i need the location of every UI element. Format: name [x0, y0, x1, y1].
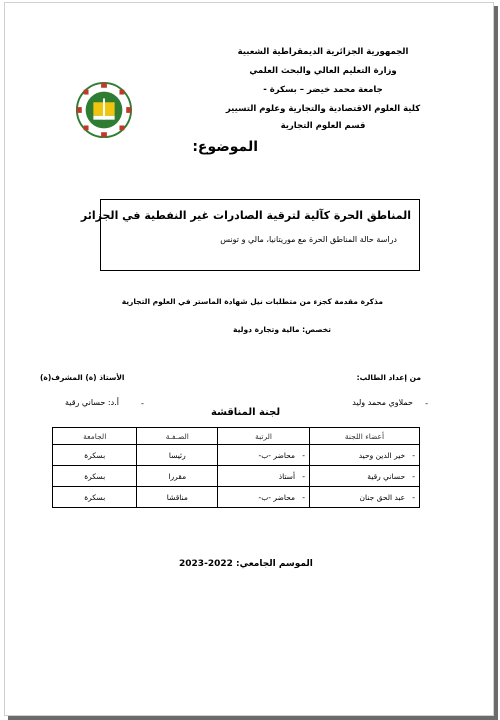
student-name: حملاوي محمد وليد — [352, 398, 413, 407]
row-dash: - — [412, 450, 415, 460]
supervisor-label: الأستاذ (ة) المشرف(ة) — [40, 373, 125, 382]
header-ministry: وزارة التعليم العالي والبحث العلمي — [249, 66, 397, 76]
university-logo — [75, 81, 133, 139]
table-row — [53, 487, 420, 508]
jury-member-rank — [218, 466, 310, 487]
thesis-title-box — [80, 199, 420, 271]
jury-member-role: مقررا — [137, 466, 218, 487]
supervisor-name: أ.د: حساني رقية — [65, 398, 119, 407]
supervisor-dash: - — [141, 399, 144, 408]
row-dash: - — [412, 471, 415, 481]
subject-label: الموضوع: — [192, 139, 258, 155]
jury-member-rank — [218, 445, 310, 466]
table-row — [53, 445, 420, 466]
table-row — [53, 466, 420, 487]
col-header-rank: الرتبة — [218, 428, 310, 445]
member-rank-text: أستاذ — [278, 471, 296, 481]
jury-table-header-row — [53, 428, 420, 445]
memo-note: مذكرة مقدمة كجزء من متطلبات نيل شهادة الماستر في العلوم التجارية — [121, 297, 383, 306]
jury-member-name — [309, 487, 419, 508]
jury-member-role: مناقشا — [137, 487, 218, 508]
jury-member-name — [309, 466, 419, 487]
document-page — [4, 2, 494, 716]
col-header-university: الجامعة — [53, 428, 137, 445]
member-name-text: خير الدين وحيد — [358, 450, 406, 460]
row-dash: - — [302, 450, 305, 460]
col-header-role: الصـفـة — [137, 428, 218, 445]
header-university: جامعة محمد خيضر – بسكرة - — [263, 85, 383, 95]
member-name-text: حساني رقية — [367, 471, 406, 481]
header-republic: الجمهورية الجزائرية الديمقراطية الشعبية — [237, 47, 409, 57]
member-name-text: عبد الحق جنان — [359, 492, 406, 502]
student-dash: - — [425, 399, 428, 408]
header-faculty: كلية العلوم الاقتصادية والتجارية وعلوم التسيير — [225, 104, 421, 114]
row-dash: - — [302, 471, 305, 481]
jury-member-university: بسكرة — [53, 445, 137, 466]
specialty: تخصص: مالية وتجارة دولية — [233, 325, 331, 334]
prepared-by-label: من إعداد الطالب: — [356, 373, 421, 382]
col-header-members: أعضاء اللجنة — [309, 428, 419, 445]
jury-member-name — [309, 445, 419, 466]
jury-title: لجنة المناقشة — [211, 407, 281, 418]
jury-member-university: بسكرة — [53, 487, 137, 508]
row-dash: - — [412, 492, 415, 502]
member-rank-text: محاضر -ب- — [258, 492, 296, 502]
jury-member-rank — [218, 487, 310, 508]
jury-table — [52, 427, 420, 508]
thesis-title: المناطق الحرة كآلية لترقية الصادرات غير النفطية في الجزائر — [80, 209, 411, 222]
jury-member-university: بسكرة — [53, 466, 137, 487]
thesis-subtitle: دراسة حالة المناطق الحرة مع موريتانيا، مالي و تونس — [220, 235, 397, 244]
member-rank-text: محاضر -ب- — [258, 450, 296, 460]
header-department: قسم العلوم التجارية — [280, 121, 366, 131]
academic-year: الموسم الجامعي: 2022-2023 — [179, 559, 313, 569]
row-dash: - — [302, 492, 305, 502]
jury-member-role: رئيسا — [137, 445, 218, 466]
